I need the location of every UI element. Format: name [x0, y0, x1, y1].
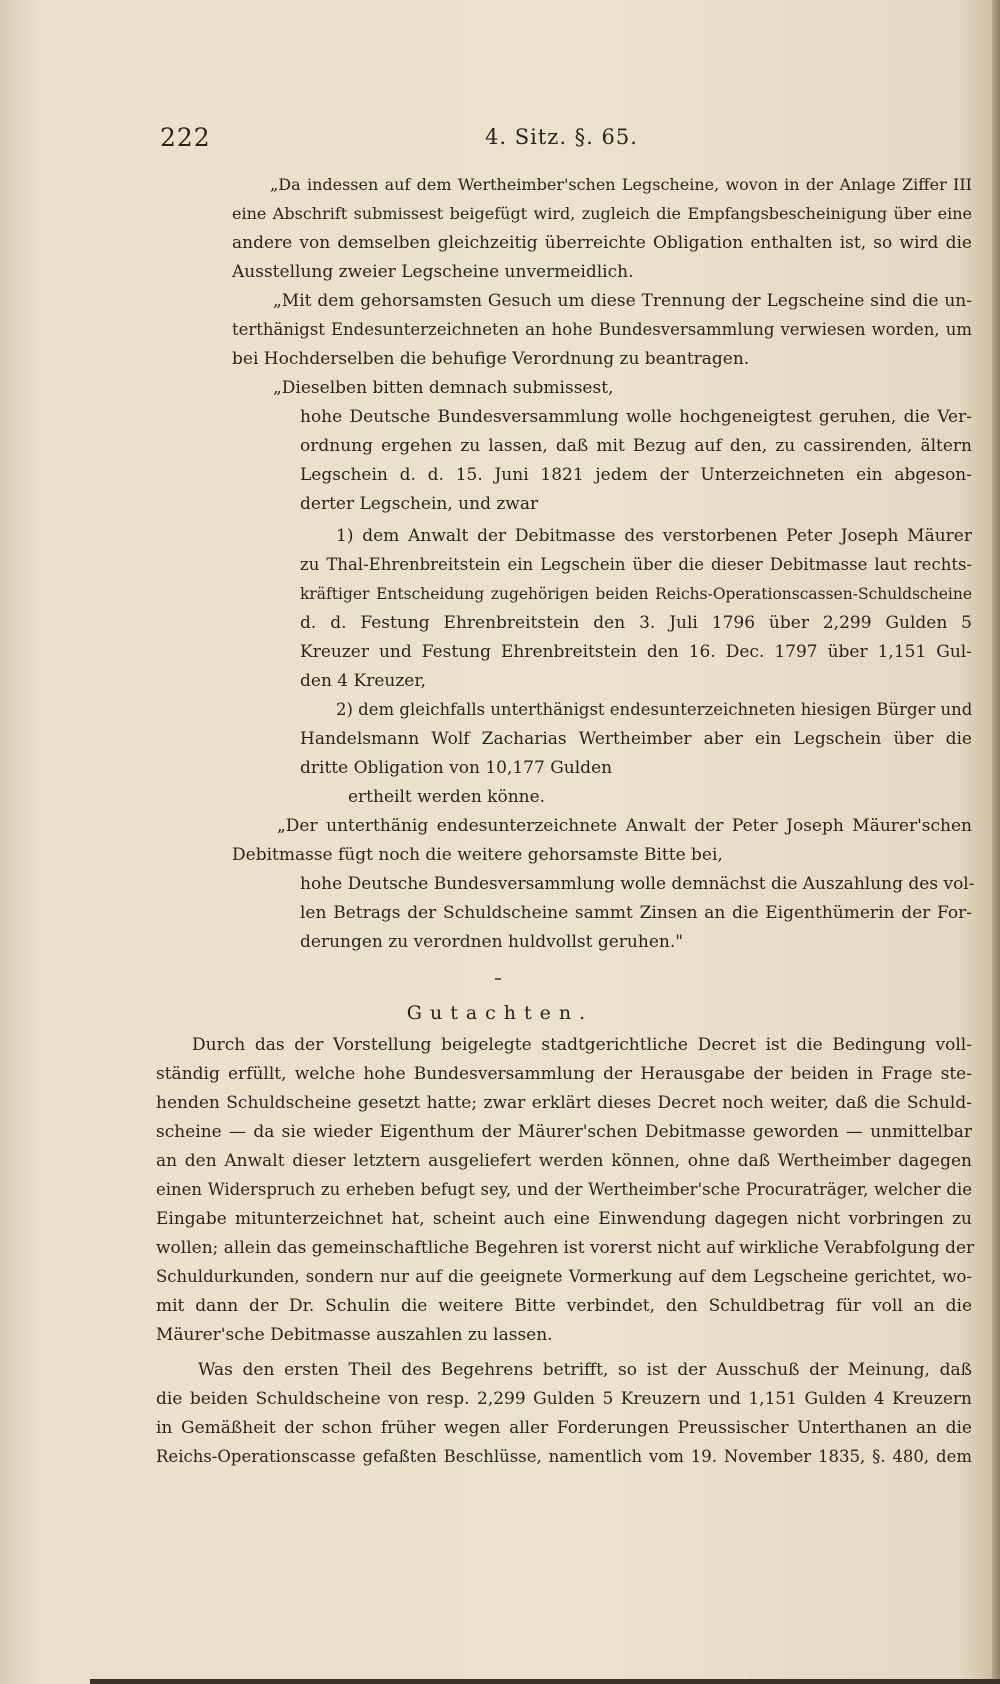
text-line: „Dieselben bitten demnach submissest, — [273, 378, 614, 398]
text-line: derungen zu verordnen huldvollst geruhen." — [300, 932, 684, 952]
text-line: Ausstellung zweier Legscheine unvermeidlich. — [232, 262, 634, 282]
text-line: Schuldurkunden, sondern nur auf die geeignete Vormerkung auf dem Legscheine gerichtet, wo- — [156, 1267, 972, 1286]
page-number: 222 — [160, 123, 211, 152]
text-line: hohe Deutsche Bundesversammlung wolle hochgeneigtest geruhen, die Ver- — [300, 407, 972, 427]
text-line: kräftiger Entscheidung zugehörigen beiden Reichs-Operationscassen-Schuldscheine — [300, 585, 972, 603]
text-line: dritte Obligation von 10,177 Gulden — [300, 758, 613, 778]
text-line: scheine — da sie wieder Eigenthum der Mäurer'schen Debitmasse geworden — unmittelbar — [156, 1122, 972, 1142]
text-line: henden Schuldscheine gesetzt hatte; zwar erklärt dieses Decret noch weiter, daß die Schuld- — [156, 1093, 972, 1113]
text-line: „Mit dem gehorsamsten Gesuch um diese Trennung der Legscheine sind die un- — [273, 291, 972, 311]
text-line: ständig erfüllt, welche hohe Bundesversammlung der Herausgabe der beiden in Frage ste- — [156, 1064, 972, 1084]
text-line: ordnung ergehen zu lassen, daß mit Bezug auf den, zu cassirenden, ältern — [300, 436, 972, 456]
text-line: an den Anwalt dieser letztern ausgeliefert werden können, ohne daß Wertheimber dagegen — [156, 1151, 972, 1171]
text-line: andere von demselben gleichzeitig überreichte Obligation enthalten ist, so wird die — [232, 233, 972, 253]
text-line: Reichs-Operationscasse gefaßten Beschlüsse, namentlich vom 19. November 1835, §. 480, dem — [156, 1447, 972, 1466]
text-line: Handelsmann Wolf Zacharias Wertheimber aber ein Legschein über die — [300, 729, 972, 749]
text-line: den 4 Kreuzer, — [300, 671, 427, 691]
text-line: Legschein d. d. 15. Juni 1821 jedem der Unterzeichneten ein abgeson- — [300, 465, 972, 485]
text-line: ertheilt werden könne. — [348, 787, 546, 807]
running-header: 4. Sitz. §. 65. — [485, 125, 638, 149]
text-line: 2) dem gleichfalls unterthänigst endesunterzeichneten hiesigen Bürger und — [336, 700, 973, 719]
text-line: wollen; allein das gemeinschaftliche Begehren ist vorerst nicht auf wirkliche Verabfolgung der — [156, 1238, 975, 1258]
text-line: einen Widerspruch zu erheben befugt sey, und der Wertheimber'sche Procuraträger, welcher die — [156, 1180, 972, 1199]
text-line: d. d. Festung Ehrenbreitstein den 3. Juli 1796 über 2,299 Gulden 5 — [300, 613, 972, 633]
page-bottom-edge — [90, 1679, 1000, 1684]
text-line: „Der unterthänig endesunterzeichnete Anwalt der Peter Joseph Mäurer'schen — [277, 816, 972, 836]
text-line: len Betrags der Schuldscheine sammt Zinsen an die Eigenthümerin der For- — [300, 903, 972, 923]
text-line: in Gemäßheit der schon früher wegen aller Forderungen Preussischer Unterthanen an die — [156, 1418, 972, 1438]
page-edge-shadow — [992, 0, 1000, 1684]
text-line: bei Hochderselben die behufige Verordnung zu beantragen. — [232, 349, 750, 369]
text-line: Debitmasse fügt noch die weitere gehorsamste Bitte bei, — [232, 845, 723, 865]
text-line: Durch das der Vorstellung beigelegte stadtgerichtliche Decret ist die Bedingung voll- — [192, 1035, 972, 1055]
text-line: Mäurer'sche Debitmasse auszahlen zu lassen. — [156, 1325, 553, 1345]
section-heading: Gutachten. — [406, 1002, 594, 1024]
text-line: eine Abschrift submissest beigefügt wird, zugleich die Empfangsbescheinigung über eine — [232, 204, 972, 223]
text-line: terthänigst Endesunterzeichneten an hohe Bundesversammlung verwiesen worden, um — [232, 320, 972, 339]
text-line: die beiden Schuldscheine von resp. 2,299 Gulden 5 Kreuzern und 1,151 Gulden 4 Kreuzern — [156, 1389, 972, 1409]
text-line: 1) dem Anwalt der Debitmasse des verstorbenen Peter Joseph Mäurer — [336, 526, 972, 546]
text-line: derter Legschein, und zwar — [300, 494, 539, 514]
text-line: zu Thal-Ehrenbreitstein ein Legschein über die dieser Debitmasse laut rechts- — [300, 555, 972, 574]
text-line: Was den ersten Theil des Begehrens betrifft, so ist der Ausschuß der Meinung, daß — [198, 1360, 972, 1380]
decorative-dash — [495, 978, 501, 980]
text-line: „Da indessen auf dem Wertheimber'schen Legscheine, wovon in der Anlage Ziffer III — [270, 175, 972, 194]
text-line: mit dann der Dr. Schulin die weitere Bitte verbindet, den Schuldbetrag für voll an die — [156, 1296, 972, 1316]
text-line: Eingabe mitunterzeichnet hat, scheint auch eine Einwendung dagegen nicht vorbringen zu — [156, 1209, 972, 1229]
text-line: Kreuzer und Festung Ehrenbreitstein den 16. Dec. 1797 über 1,151 Gul- — [300, 642, 972, 662]
text-line: hohe Deutsche Bundesversammlung wolle demnächst die Auszahlung des vol- — [300, 874, 975, 894]
